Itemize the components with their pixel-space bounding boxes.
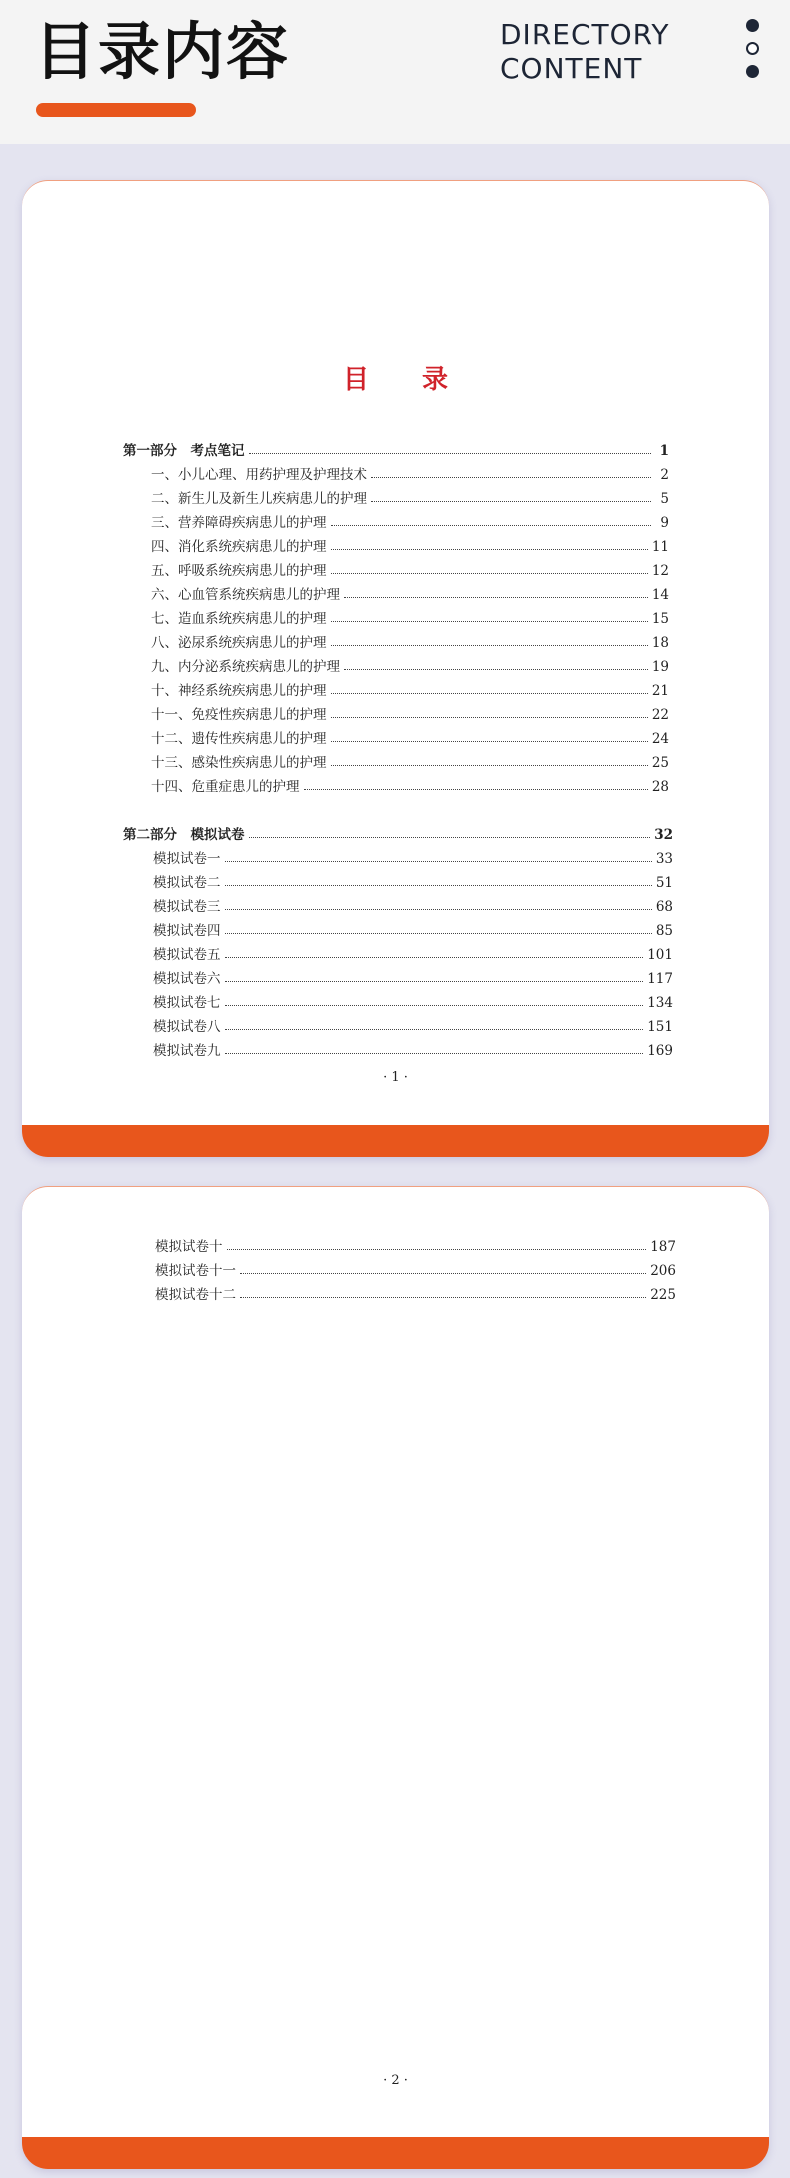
dot-leader <box>331 764 648 766</box>
page-number: · 2 · <box>383 2073 408 2088</box>
dot-leader <box>344 596 648 598</box>
toc-entry <box>153 849 673 869</box>
toc-entry-label: 模拟试卷九 <box>153 1043 221 1059</box>
toc-entry <box>151 753 669 773</box>
toc-entry-label: 模拟试卷三 <box>153 899 221 915</box>
toc-heading: 目 录 <box>342 365 471 395</box>
toc-entry <box>153 1041 673 1061</box>
toc-entry-page: 101 <box>647 947 673 963</box>
toc-entry-label: 九、内分泌系统疾病患儿的护理 <box>151 659 340 675</box>
toc-entry <box>151 489 669 509</box>
toc-entry-page: 15 <box>651 611 669 627</box>
toc-entry-page: 18 <box>651 635 669 651</box>
toc-entry-label: 模拟试卷一 <box>153 851 221 867</box>
toc-entry-label: 模拟试卷六 <box>153 971 221 987</box>
dot-leader <box>225 1004 644 1006</box>
toc-entry <box>151 585 669 605</box>
toc-entry-page: 25 <box>651 755 669 771</box>
toc-entry <box>153 921 673 941</box>
dot-leader <box>331 716 648 718</box>
toc-part-heading <box>123 825 673 845</box>
dot-hollow-icon <box>746 42 759 55</box>
dot-leader <box>331 572 648 574</box>
toc-entry-page: 68 <box>655 899 673 915</box>
toc-entry-page: 24 <box>651 731 669 747</box>
dot-leader <box>249 836 651 838</box>
dot-leader <box>225 1052 644 1054</box>
toc-entry-label: 十三、感染性疾病患儿的护理 <box>151 755 327 771</box>
dot-leader <box>240 1296 646 1298</box>
toc-entry-page: 51 <box>655 875 673 891</box>
header-english-line-1: DIRECTORY <box>500 18 670 51</box>
toc-entry-page: 11 <box>651 539 669 555</box>
toc-entry <box>153 969 673 989</box>
toc-entry <box>151 465 669 485</box>
toc-entry-label: 十、神经系统疾病患儿的护理 <box>151 683 327 699</box>
toc-entry-page: 117 <box>647 971 673 987</box>
dot-leader <box>225 884 652 886</box>
toc-entry-label: 模拟试卷十二 <box>155 1287 236 1303</box>
toc-entry-page: 206 <box>650 1263 676 1279</box>
dot-filled-icon <box>746 65 759 78</box>
toc-entry-page: 134 <box>647 995 673 1011</box>
toc-entry-page: 187 <box>650 1239 676 1255</box>
dot-leader <box>225 932 652 934</box>
toc-entry-label: 十二、遗传性疾病患儿的护理 <box>151 731 327 747</box>
toc-entry-label: 七、造血系统疾病患儿的护理 <box>151 611 327 627</box>
toc-entry-label: 模拟试卷二 <box>153 875 221 891</box>
dot-leader <box>331 692 648 694</box>
toc-entry-label: 模拟试卷五 <box>153 947 221 963</box>
dot-leader <box>225 956 644 958</box>
toc-entry <box>151 777 669 797</box>
toc-entry-label: 第一部分 考点笔记 <box>123 443 245 459</box>
toc-entry-label: 五、呼吸系统疾病患儿的护理 <box>151 563 327 579</box>
dot-leader <box>344 668 648 670</box>
toc-entry <box>151 633 669 653</box>
toc-entry-label: 模拟试卷四 <box>153 923 221 939</box>
dot-leader <box>225 1028 644 1030</box>
toc-entry <box>153 897 673 917</box>
toc-entry <box>155 1237 676 1257</box>
toc-entry <box>151 729 669 749</box>
toc-page-1 <box>22 180 769 1157</box>
toc-part-heading <box>123 441 669 461</box>
page-number: · 1 · <box>383 1070 408 1085</box>
toc-entry-page: 14 <box>651 587 669 603</box>
toc-entry-label: 三、营养障碍疾病患儿的护理 <box>151 515 327 531</box>
toc-entry-label: 四、消化系统疾病患儿的护理 <box>151 539 327 555</box>
toc-page-2 <box>22 1186 769 2169</box>
toc-entry-label: 八、泌尿系统疾病患儿的护理 <box>151 635 327 651</box>
toc-entry-label: 十一、免疫性疾病患儿的护理 <box>151 707 327 723</box>
toc-entry-label: 模拟试卷十 <box>155 1239 223 1255</box>
toc-entry-label: 第二部分 模拟试卷 <box>123 827 245 843</box>
dot-leader <box>331 524 652 526</box>
toc-entry-label: 十四、危重症患儿的护理 <box>151 779 300 795</box>
toc-entry-page: 5 <box>660 491 669 507</box>
toc-entry-page: 28 <box>651 779 669 795</box>
toc-entry-page: 85 <box>655 923 673 939</box>
dot-leader <box>240 1272 646 1274</box>
toc-entry <box>153 993 673 1013</box>
dot-leader <box>225 860 652 862</box>
toc-entry-page: 22 <box>651 707 669 723</box>
toc-entry <box>151 705 669 725</box>
toc-entry <box>151 681 669 701</box>
toc-entry-page: 9 <box>660 515 669 531</box>
toc-entry-label: 一、小儿心理、用药护理及护理技术 <box>151 467 367 483</box>
toc-entry-page: 2 <box>660 467 669 483</box>
toc-entry-page: 19 <box>651 659 669 675</box>
toc-entry <box>151 609 669 629</box>
toc-entry-page: 32 <box>654 827 673 843</box>
dot-leader <box>371 500 651 502</box>
dot-leader <box>249 452 652 454</box>
header-english-title <box>500 18 669 86</box>
header-underline <box>36 103 196 117</box>
dot-leader <box>371 476 651 478</box>
dot-leader <box>331 740 648 742</box>
header-banner <box>0 0 790 144</box>
toc-entry <box>155 1285 676 1305</box>
header-title: 目录内容 <box>34 15 291 88</box>
toc-entry <box>151 537 669 557</box>
toc-entry-page: 151 <box>647 1019 673 1035</box>
toc-entry <box>153 945 673 965</box>
toc-entry-page: 33 <box>655 851 673 867</box>
toc-entry-label: 模拟试卷十一 <box>155 1263 236 1279</box>
dot-leader <box>331 548 648 550</box>
toc-entry-label: 模拟试卷七 <box>153 995 221 1011</box>
toc-entry <box>151 561 669 581</box>
toc-entry-page: 12 <box>651 563 669 579</box>
page-footer-band <box>22 1125 769 1157</box>
toc-entry-page: 169 <box>647 1043 673 1059</box>
dot-leader <box>304 788 648 790</box>
dot-leader <box>331 644 648 646</box>
toc-entry <box>153 873 673 893</box>
toc-entry-label: 模拟试卷八 <box>153 1019 221 1035</box>
toc-entry-page: 1 <box>659 443 669 459</box>
dot-leader <box>227 1248 647 1250</box>
page-footer-band <box>22 2137 769 2169</box>
toc-entry-page: 21 <box>651 683 669 699</box>
toc-entry-page: 225 <box>650 1287 676 1303</box>
dot-leader <box>331 620 648 622</box>
dot-filled-icon <box>746 19 759 32</box>
toc-entry-label: 六、心血管系统疾病患儿的护理 <box>151 587 340 603</box>
dot-leader <box>225 908 652 910</box>
header-english-line-2: CONTENT <box>500 52 643 85</box>
toc-entry-label: 二、新生儿及新生儿疾病患儿的护理 <box>151 491 367 507</box>
toc-entry <box>151 513 669 533</box>
dot-leader <box>225 980 644 982</box>
toc-entry <box>153 1017 673 1037</box>
toc-entry <box>151 657 669 677</box>
toc-entry <box>155 1261 676 1281</box>
pagination-dots <box>746 19 759 88</box>
